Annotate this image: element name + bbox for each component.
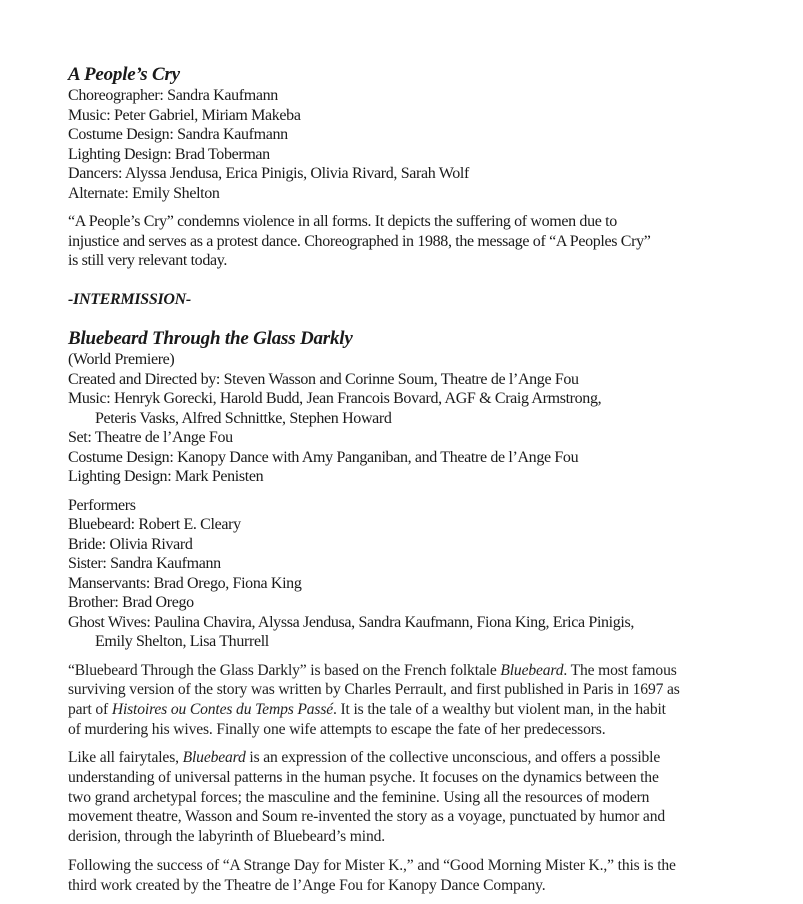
role-brother: Brother: Brad Orego — [68, 594, 194, 611]
credit-choreographer: Choreographer: Sandra Kaufmann — [68, 87, 278, 104]
text: . The most famous — [563, 661, 677, 679]
performers-heading: Performers — [68, 496, 136, 514]
role-bluebeard: Bluebeard: Robert E. Cleary — [68, 516, 241, 533]
italic-title: Bluebeard — [182, 749, 246, 767]
credit-alternate: Alternate: Emily Shelton — [68, 184, 220, 202]
text: derision, through the labyrinth of Bluebeard’s mind. — [68, 828, 386, 846]
credits-list — [68, 86, 768, 203]
italic-title: Bluebeard — [500, 661, 564, 679]
program-page — [68, 64, 768, 895]
piece-title: A People’s Cry — [68, 64, 180, 85]
text: third work created by the Theatre de l’Ange Fou for Kanopy Dance Company. — [68, 876, 546, 894]
credit-music: Music: Peter Gabriel, Miriam Makeba — [68, 106, 301, 124]
text: part of — [68, 700, 112, 718]
credit-dancers: Dancers: Alyssa Jendusa, Erica Pinigis, Olivia Rivard, Sarah Wolf — [68, 165, 469, 182]
description-line: “A People’s Cry” condemns violence in all forms. It depicts the suffering of women due to — [68, 213, 617, 230]
piece-subtitle: (World Premiere) — [68, 351, 175, 368]
description-line: is still very relevant today. — [68, 252, 227, 269]
text: Like all fairytales, — [68, 749, 183, 767]
piece-bluebeard — [68, 328, 768, 895]
piece-title: Bluebeard Through the Glass Darkly — [68, 328, 353, 349]
description-line: injustice and serves as a protest dance. Choreographed in 1988, the message of “A Peoples Cry” — [68, 232, 651, 250]
credit-created: Created and Directed by: Steven Wasson and Corinne Soum, Theatre de l’Ange Fou — [68, 370, 579, 388]
credit-lighting: Lighting Design: Brad Toberman — [68, 145, 270, 163]
role-manservants: Manservants: Brad Orego, Fiona King — [68, 574, 302, 592]
piece-description — [68, 212, 768, 271]
role-ghost-wives-continued: Emily Shelton, Lisa Thurrell — [95, 633, 269, 650]
italic-title: Histoires ou Contes du Temps Passé — [111, 700, 334, 718]
credit-lighting: Lighting Design: Mark Penisten — [68, 468, 264, 485]
role-sister: Sister: Sandra Kaufmann — [68, 555, 221, 572]
piece-a-peoples-cry — [68, 64, 768, 271]
credits-list — [68, 370, 768, 487]
text: . It is the tale of a wealthy but violent man, in the habit — [333, 700, 666, 718]
credit-music-continued: Peteris Vasks, Alfred Schnittke, Stephen Howard — [95, 409, 392, 427]
description-paragraph-1 — [68, 661, 768, 740]
text: of murdering his wives. Finally one wife attempts to escape the fate of her predecessors. — [68, 720, 606, 738]
text: movement theatre, Wasson and Soum re-invented the story as a voyage, punctuated by humor and — [68, 808, 665, 826]
credit-music: Music: Henryk Gorecki, Harold Budd, Jean Francois Bovard, AGF & Craig Armstrong, — [68, 390, 602, 407]
text: surviving version of the story was written by Charles Perrault, and first published in Paris in 1697 as — [68, 681, 680, 699]
description-paragraph-2 — [68, 748, 768, 847]
credit-costume: Costume Design: Sandra Kaufmann — [68, 126, 288, 143]
text: two grand archetypal forces; the masculine and the feminine. Using all the resources of modern — [68, 788, 650, 806]
role-bride: Bride: Olivia Rivard — [68, 535, 193, 553]
performers-list — [68, 496, 768, 652]
role-ghost-wives: Ghost Wives: Paulina Chavira, Alyssa Jendusa, Sandra Kaufmann, Fiona King, Erica Pinigis, — [68, 613, 635, 631]
text: is an expression of the collective unconscious, and offers a possible — [245, 749, 661, 767]
text: understanding of universal patterns in the human psyche. It focuses on the dynamics between the — [68, 769, 659, 787]
description-paragraph-3 — [68, 856, 768, 895]
text: Following the success of “A Strange Day for Mister K.,” and “Good Morning Mister K.,” this is the — [68, 856, 676, 874]
credit-set: Set: Theatre de l’Ange Fou — [68, 429, 233, 446]
intermission-label: -INTERMISSION- — [68, 290, 191, 308]
text: “Bluebeard Through the Glass Darkly” is based on the French folktale — [68, 661, 501, 679]
credit-costume: Costume Design: Kanopy Dance with Amy Panganiban, and Theatre de l’Ange Fou — [68, 448, 579, 466]
